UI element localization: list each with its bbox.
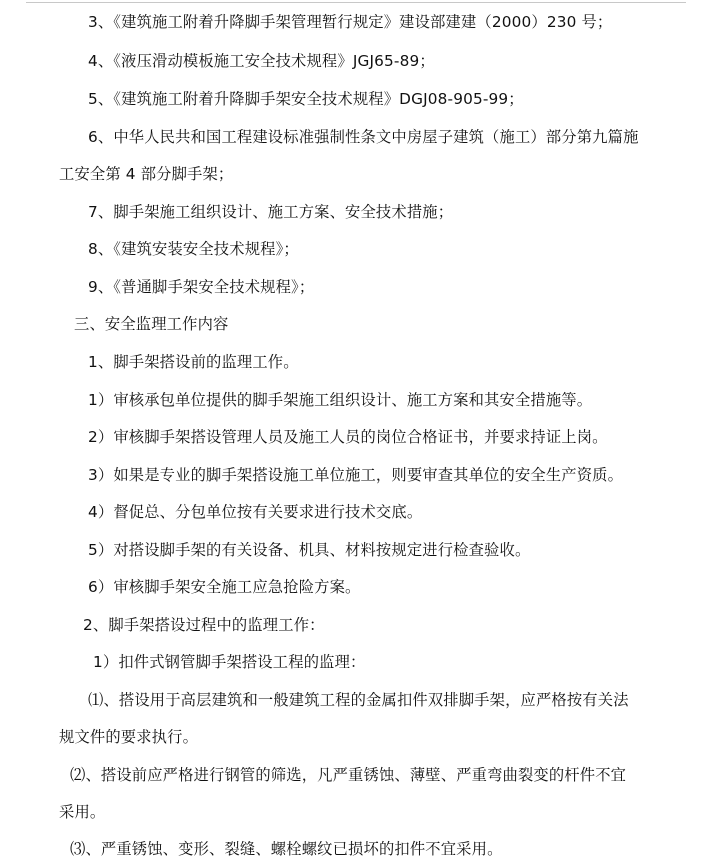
reference-item-7: 7、脚手架施工组织设计、施工方案、安全技术措施； <box>88 203 454 221</box>
reference-item-8: 8、《建筑安装安全技术规程》； <box>88 240 299 258</box>
pre-erection-item-5: 5）对搭设脚手架的有关设备、机具、材料按规定进行检查验收。 <box>88 541 531 559</box>
clause-1-cont: 规文件的要求执行。 <box>59 728 199 746</box>
subsection-heading-1: 1、脚手架搭设前的监理工作。 <box>88 353 299 371</box>
clause-2: ⑵、搭设前应严格进行钢管的筛选，凡严重锈蚀、薄壁、严重弯曲裂变的杆件不宜 <box>70 766 627 784</box>
reference-item-6-cont: 工安全第 4 部分脚手架； <box>59 165 234 183</box>
pre-erection-item-6: 6）审核脚手架安全施工应急抢险方案。 <box>88 578 361 596</box>
reference-item-9: 9、《普通脚手架安全技术规程》； <box>88 278 315 296</box>
clause-2-cont: 采用。 <box>59 803 106 821</box>
clause-1: ⑴、搭设用于高层建筑和一般建筑工程的金属扣件双排脚手架，应严格按有关法 <box>88 691 629 709</box>
subsection-heading-2: 2、脚手架搭设过程中的监理工作： <box>83 616 325 634</box>
reference-item-4: 4、《液压滑动模板施工安全技术规程》JGJ65-89； <box>88 52 435 70</box>
pre-erection-item-4: 4）督促总、分包单位按有关要求进行技术交底。 <box>88 503 423 521</box>
section-heading-3: 三、安全监理工作内容 <box>74 315 229 333</box>
clause-3: ⑶、严重锈蚀、变形、裂缝、螺栓螺纹已损坏的扣件不宜采用。 <box>70 840 503 858</box>
pre-erection-item-3: 3）如果是专业的脚手架搭设施工单位施工，则要审查其单位的安全生产资质。 <box>88 466 624 484</box>
pre-erection-item-2: 2）审核脚手架搭设管理人员及施工人员的岗位合格证书，并要求持证上岗。 <box>88 428 608 446</box>
sub-item-heading-1: 1）扣件式钢管脚手架搭设工程的监理： <box>93 653 366 671</box>
reference-item-3: 3、《建筑施工附着升降脚手架管理暂行规定》建设部建建（2000）230 号； <box>88 13 613 31</box>
reference-item-6: 6、中华人民共和国工程建设标准强制性条文中房屋子建筑（施工）部分第九篇施 <box>88 128 639 146</box>
reference-item-5: 5、《建筑施工附着升降脚手架安全技术规程》DGJ08-905-99； <box>88 90 524 108</box>
pre-erection-item-1: 1）审核承包单位提供的脚手架施工组织设计、施工方案和其安全措施等。 <box>88 391 593 409</box>
